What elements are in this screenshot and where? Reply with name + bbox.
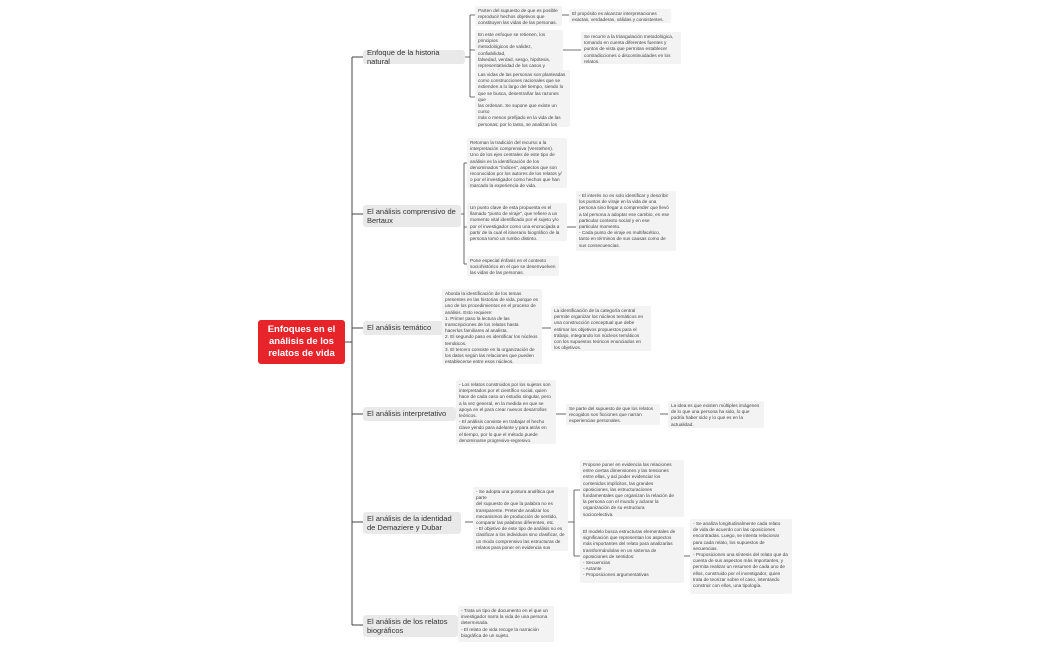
detail-bertaux-1[interactable]: Retoman la tradición del recurso a la interpretación comprensiva (Verstehen). Uno de los ejes centrales de este tipo de análisis es la identificación de los denominados "índices", aspectos que son reconocidos por los autores de los relatos y/ o por el investigador como hechos que han marcado la experiencia de vida. (467, 138, 567, 188)
detail-historia-natural-2[interactable]: En este enfoque se retienen, los principios metodológicos de validez, confiabilidad, falsedad, verdad, sesgo, hipótesis, representatividad de los casos y (475, 30, 563, 70)
subdetail-historia-natural-2[interactable]: Se recurre a la triangulación metodológica, tomando en cuenta diferentes fuentes y puntos de vista que permitan establecer contradicciones o discontinuidades en los relatos. (581, 32, 681, 64)
branch-relatos-biograficos[interactable]: El análisis de los relatos biográficos (363, 615, 458, 637)
central-topic[interactable]: Enfoques en el análisis de los relatos de vida (258, 320, 345, 364)
branch-tematico[interactable]: El análisis temático (363, 321, 461, 335)
detail-identidad-1[interactable]: - Se adopta una postura analítica que parte del supuesto de que la palabra no es transparente. Pretende analizar los mecanismos de producción de sentido, comparar las palabras diferentes, etc. - El objetivo de este tipo de análisis no es clasificar a los individuos sino clasificar, de un modo comprensivo las estructuras de relatos para poner en evidencia sus (473, 487, 568, 551)
detail-bertaux-3[interactable]: Pone especial énfasis en el contexto sociohistórico en el que se desenvuelven las vidas de las personas. (467, 256, 559, 276)
subdetail-identidad-3[interactable]: - Se analiza longitudinalmente cada relato de vida de acuerdo con las oposiciones encontradas. Luego, se intenta relacionar para cada relato, los supuestos de secuencias. - Proposiciones una síntesis del relato que da cuenta de sus aspectos más importantes, y permita realizar un resumen de cada uno de ellos, construido por el investigador, quien trata de teorizar sobre el caso, intentando construir con ellos, una tipología. (690, 519, 792, 594)
detail-historia-natural-1[interactable]: Parten del supuesto de que es posible reproducir hechos objetivos que constituyen las vidas de las personas. (475, 6, 562, 26)
subdetail-interpretativo-1[interactable]: Se parte del supuesto de que los relatos recogidos son ficciones que narran experiencias personales. (566, 404, 660, 425)
branch-identidad-demaziere-dubar[interactable]: El análisis de la identidad de Demaziere y Dubar (363, 512, 461, 534)
branch-historia-natural[interactable]: Enfoque de la historia natural (363, 50, 465, 64)
subdetail-tematico-1[interactable]: La identificación de la categoría central permite organizar los núcleos temáticos en una construcción conceptual que debe estimar los objetivos propuestos para el trabajo, integrando los núcleos temáticos con los supuestos teóricos enunciados en los objetivos. (551, 306, 651, 351)
detail-historia-natural-3[interactable]: Las vidas de las personas son planteadas como construcciones racionales que se extienden a lo largo del tiempo, siendo lo que se busca, desentrañar las razones que las ordenan. Se supone que existe un curso más o menos prefijado en la vida de las personas; por lo tanto, se analizan los (475, 70, 570, 127)
subdetail-historia-natural-1[interactable]: El propósito es alcanzar interpretaciones exactas, verdaderas, válidas y consistentes. (569, 9, 671, 23)
subdetail-interpretativo-2[interactable]: La idea es que existen múltiples imágenes de lo que una persona ha sido, lo que podría haber sido y lo que es en la actualidad. (668, 401, 764, 428)
detail-interpretativo-1[interactable]: - Los relatos construidos por los sujetos son interpretados por el científico social, quien hace de cada caso un estudio singular, pero a la vez general, en la medida en que se apoya en el para crear nuevos desarrollos teóricos. - El análisis consiste en trabajar el hecho clave yendo para adelante y para atrás en el tiempo, por lo que el método puede denominarse progresivo-regresivo. (456, 380, 556, 444)
branch-interpretativo[interactable]: El análisis interpretativo (363, 407, 456, 421)
subdetail-identidad-1[interactable]: Propone poner en evidencia las relaciones entre ciertas dimensiones y las tensiones entre ellas, y así poder evidenciar los contenidos implícitos, las grandes oposiciones, las estructuraciones fundamentales que organizan la relación de la persona con el mundo y aclarar la organización de su estructura sociocelectiva. (580, 460, 684, 517)
detail-bertaux-2[interactable]: Un punto clave de esta propuesta es el llamado "punto de viraje", que refiere a un momento vital identificado por el sujeto y/o por el investigador como una encrucijada a partir de la cual el itinerario biográfico de la persona tomó un rumbo distinto. (467, 203, 567, 241)
detail-tematico-1[interactable]: Aborda la identificación de los temas presentes en las historias de vida, porque es uno de los procedimientos en el proceso de análisis. Esto requiere: 1. Primer paso la lectura de las transcripciones de los relatos hasta hacerlos familiares al analista. 2. El segundo paso es identificar los núcleos temáticos. 3. El tercero consiste en la organización de los datos según las relaciones que pueden establecerse entre esos núcleos. (442, 289, 542, 364)
branch-comprensivo-bertaux[interactable]: El análisis comprensivo de Bertaux (363, 205, 461, 227)
detail-biograficos-1[interactable]: - Trata un tipo de documento en el que un investigador narra la vida de una persona determinada. - El relato de vida recoge la narración biográfica de un sujeto. (458, 606, 554, 642)
subdetail-bertaux-1[interactable]: - El interés no es solo identificar y describir los puntos de viraje en la vida de una persona sino llegar a comprender que llevó a tal persona a adoptar ese cambio, en ese particular contexto social y en ese particular momento. - Cada punto de viraje es multifacético, tanto en términos de sus causas como de sus consecuencias. (576, 191, 676, 251)
subdetail-identidad-2[interactable]: El modelo busca estructuras elementales de significación que representan los aspectos más importantes del relato para analizarlas transformándolas en un sistema de oposiciones de sentidos: - Secuencias - Actante - Proposiciones argumentativas (580, 527, 684, 583)
